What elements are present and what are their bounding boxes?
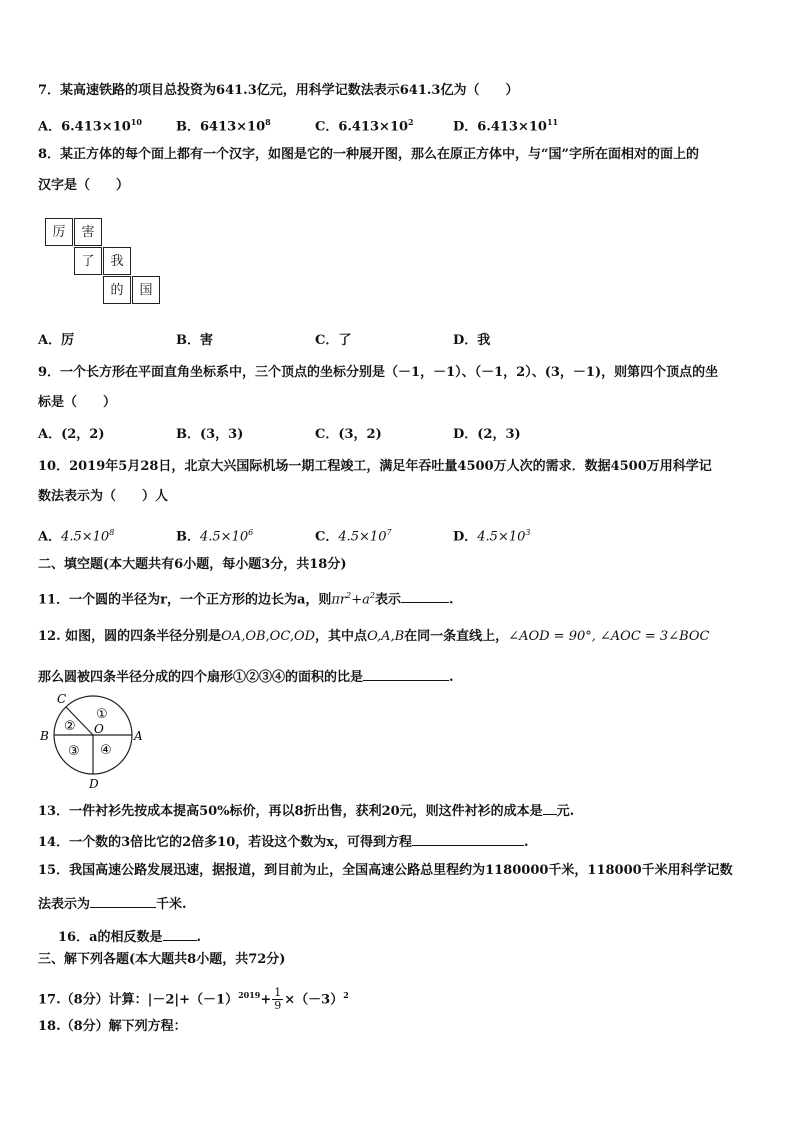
q7-option-d — [453, 113, 558, 136]
q7-option-a — [38, 113, 142, 136]
q7-option-c-exp: 2 — [408, 117, 414, 127]
q10-option-d-letter: D． — [453, 529, 478, 545]
question-11 — [38, 587, 454, 609]
q7-option-c — [315, 113, 414, 136]
question-18: 18.（8分）解下列方程： — [38, 1019, 187, 1034]
q9-option-b: B．(3，3) — [176, 427, 244, 442]
question-16 — [58, 926, 201, 947]
q12-condition-1: ∠AOD = 90°, — [508, 629, 596, 644]
q17-fraction-denominator: 9 — [274, 999, 282, 1013]
q10-option-d — [453, 524, 530, 546]
cube-face-li: 厉 — [45, 218, 73, 246]
sector-2-label: ② — [64, 719, 76, 734]
q7-option-c-text: C．6.413×10 — [315, 119, 409, 135]
question-9-stem-line1: 9．一个长方形在平面直角坐标系中，三个顶点的坐标分别是（－1，－1）、（－1，2）、(3，－1)，则第四个顶点的坐 — [38, 365, 719, 380]
q11-text-2: 表示 — [374, 592, 401, 608]
question-10-stem-line2: 数法表示为（ ）人 — [38, 489, 169, 504]
label-c: C — [57, 692, 67, 706]
q7-option-b-exp: 8 — [265, 117, 271, 127]
question-10-stem-line1: 10．2019年5月28日，北京大兴国际机场一期工程竣工，满足年吞吐量4500万人次的需求．数据4500万用科学记 — [38, 459, 712, 474]
q9-option-a: A．(2，2) — [38, 427, 105, 442]
question-17 — [38, 980, 349, 1015]
q15-text-2: 千米. — [156, 897, 187, 912]
q12-text-2: ，其中点 — [315, 629, 368, 644]
q14-period: . — [524, 835, 529, 850]
q12-points: O,A,B — [367, 629, 405, 644]
q11-answer-blank[interactable] — [401, 588, 449, 603]
q17-exp-2: 2 — [343, 990, 349, 1000]
q13-text-2: 元. — [556, 804, 575, 819]
question-15-line1: 15．我国高速公路发展迅速，据报道，到目前为止，全国高速公路总里程约为1180000千米，118000千米用科学记数 — [38, 863, 733, 878]
q17-text: 17.（8分）计算：|－2|+（－1） — [38, 992, 239, 1008]
cube-face-de: 的 — [103, 276, 131, 304]
question-7-stem: 7．某高速铁路的项目总投资为641.3亿元，用科学记数法表示641.3亿为（ ） — [38, 83, 519, 98]
q14-answer-blank[interactable] — [412, 831, 524, 846]
q9-option-c: C．(3，2) — [315, 427, 382, 442]
q12-text-3: 在同一条直线上， — [404, 629, 509, 644]
q16-period: . — [196, 930, 202, 945]
q10-option-c-base: 4.5×10 — [338, 529, 387, 545]
q8-option-c: C．了 — [315, 333, 352, 348]
cube-face-hai: 害 — [74, 218, 102, 246]
q7-option-a-text: A．6.413×10 — [38, 119, 131, 135]
q10-option-a — [38, 524, 114, 546]
label-b: B — [40, 729, 49, 743]
q12-answer-blank[interactable] — [363, 666, 449, 681]
q17-text-2: ×（－3） — [284, 992, 344, 1008]
q10-option-a-base: 4.5×10 — [61, 529, 110, 545]
question-13 — [38, 800, 574, 821]
question-14 — [38, 831, 529, 852]
q7-option-a-exp: 10 — [130, 117, 142, 127]
question-12-line2 — [38, 666, 454, 687]
q8-option-a: A．厉 — [38, 333, 75, 348]
q10-option-a-letter: A． — [38, 529, 62, 545]
q12-text: 12. 如图，圆的四条半径分别是 — [38, 629, 222, 644]
q12-radii: OA,OB,OC,OD — [221, 629, 316, 644]
q10-option-b-letter: B． — [176, 529, 200, 545]
label-d: D — [89, 777, 99, 791]
q8-option-d: D．我 — [453, 333, 491, 348]
q7-option-b-text: B．6413×10 — [176, 119, 266, 135]
q10-option-d-exp: 3 — [525, 528, 531, 537]
q10-option-b-base: 4.5×10 — [200, 529, 249, 545]
section-2-heading: 二、填空题(本大题共有6小题，每小题3分，共18分) — [38, 557, 347, 572]
question-8-stem-line2: 汉字是（ ） — [38, 178, 130, 193]
label-a: A — [134, 729, 143, 743]
q8-option-b: B．害 — [176, 333, 213, 348]
circle-sectors-figure — [36, 690, 148, 792]
q10-option-c-letter: C． — [315, 529, 339, 545]
q10-option-c — [315, 524, 392, 546]
question-9-stem-line2: 标是（ ） — [38, 395, 117, 410]
q13-text: 13．一件衬衫先按成本提高50%标价，再以8折出售，获利20元，则这件衬衫的成本是 — [38, 804, 543, 819]
sector-1-label: ① — [96, 707, 108, 722]
cube-face-le: 了 — [74, 247, 102, 275]
q13-answer-blank[interactable] — [543, 800, 557, 815]
q9-option-d: D．(2，3) — [453, 427, 521, 442]
cube-net-figure — [45, 218, 175, 308]
q7-option-d-exp: 11 — [546, 117, 559, 127]
q12-text-4: 那么圆被四条半径分成的四个扇形①②③④的面积的比是 — [38, 670, 364, 685]
q7-option-d-text: D．6.413×10 — [453, 119, 547, 135]
q11-exp-1: 2 — [346, 591, 352, 600]
q7-option-b — [176, 113, 271, 136]
question-15-line2 — [38, 893, 187, 914]
q11-text: 11．一个圆的半径为r，一个正方形的边长为a，则 — [38, 592, 332, 608]
q17-fraction-numerator: 1 — [274, 986, 282, 1000]
question-8-stem-line1: 8．某正方体的每个面上都有一个汉字，如图是它的一种展开图，那么在原正方体中，与“国”字所在面相对的面上的 — [38, 147, 700, 162]
q10-option-a-exp: 8 — [109, 528, 115, 537]
q15-answer-blank[interactable] — [90, 893, 156, 908]
section-3-heading: 三、解下列各题(本大题共8小题，共72分) — [38, 952, 286, 967]
q16-text: 16．a的相反数是 — [58, 930, 163, 945]
q17-plus: + — [260, 992, 272, 1008]
sector-4-label: ④ — [100, 743, 112, 758]
q12-condition-2: ∠AOC = 3∠BOC — [599, 629, 710, 644]
q12-period: . — [449, 670, 454, 685]
label-o: O — [94, 722, 104, 736]
q10-option-d-base: 4.5×10 — [477, 529, 526, 545]
q15-text: 法表示为 — [38, 897, 91, 912]
q16-answer-blank[interactable] — [163, 926, 197, 941]
cube-face-wo: 我 — [103, 247, 131, 275]
q17-fraction — [272, 987, 283, 1012]
q14-text: 14．一个数的3倍比它的2倍多10，若设这个数为x，可得到方程 — [38, 835, 413, 850]
q17-exp-2019: 2019 — [238, 990, 261, 1000]
q11-period: . — [449, 592, 454, 608]
q10-option-b — [176, 524, 253, 546]
q11-exp-2: 2 — [369, 591, 375, 600]
question-12-line1 — [38, 628, 710, 646]
q10-option-b-exp: 6 — [248, 528, 254, 537]
q10-option-c-exp: 7 — [386, 528, 392, 537]
cube-face-guo: 国 — [132, 276, 160, 304]
q11-expr-a: +a — [351, 592, 370, 608]
sector-3-label: ③ — [68, 744, 80, 759]
q11-expr-pi-r: πr — [331, 592, 347, 608]
